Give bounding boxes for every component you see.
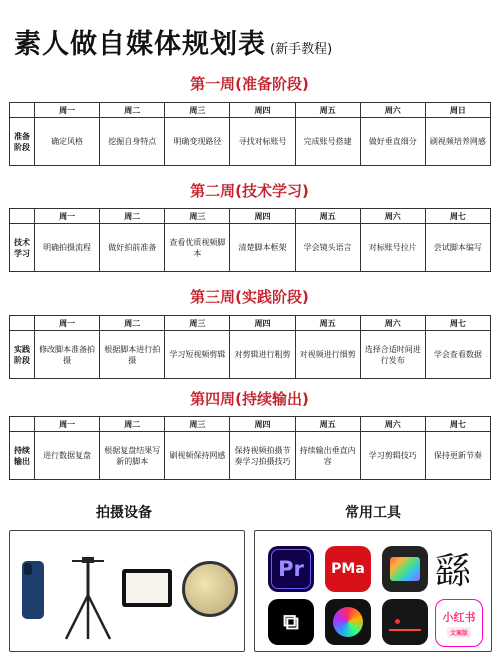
week-2-table xyxy=(9,208,491,272)
xhs-logo-text: 小红书 xyxy=(442,610,476,624)
smartphone-icon xyxy=(22,561,44,619)
day-header: 周五 xyxy=(295,316,360,331)
day-header: 周四 xyxy=(230,417,295,432)
day-header: 周六 xyxy=(360,417,425,432)
day-header: 周三 xyxy=(165,209,230,224)
day-header: 周七 xyxy=(425,417,490,432)
corner-cell xyxy=(10,103,35,118)
equipment-label: 拍摄设备 xyxy=(96,505,152,521)
task-cell: 选择合适时间进行发布 xyxy=(360,331,425,379)
task-cell: 做好垂直细分 xyxy=(360,118,425,166)
day-header: 周一 xyxy=(35,417,100,432)
day-header: 周三 xyxy=(165,103,230,118)
tools-label: 常用工具 xyxy=(345,505,401,521)
day-header: 周二 xyxy=(100,209,165,224)
day-header: 周四 xyxy=(230,209,295,224)
task-cell: 清楚脚本框架 xyxy=(230,224,295,272)
task-cell: 学会镜头语言 xyxy=(295,224,360,272)
week-1-task-row xyxy=(10,118,491,166)
calligraphy-logo-icon: 繇 xyxy=(435,551,472,592)
task-cell: 进行数据复盘 xyxy=(35,432,100,480)
task-cell: 确定风格 xyxy=(35,118,100,166)
week-4-header-row xyxy=(10,417,491,432)
task-cell: 保持视频拍摄节奏学习拍摄技巧 xyxy=(230,432,295,480)
day-header: 周七 xyxy=(425,316,490,331)
task-cell: 学会查看数据 xyxy=(425,331,490,379)
corner-cell xyxy=(10,417,35,432)
task-cell: 根据复盘结果写新的脚本 xyxy=(100,432,165,480)
day-header: 周三 xyxy=(165,316,230,331)
xiaohongshu-app-icon xyxy=(435,599,483,647)
day-header: 周五 xyxy=(295,417,360,432)
row-label: 持续输出 xyxy=(10,432,35,480)
day-header: 周一 xyxy=(35,316,100,331)
led-light-icon xyxy=(122,569,172,607)
week-2-task-row xyxy=(10,224,491,272)
task-cell: 明确拍摄流程 xyxy=(35,224,100,272)
task-cell: 刷视频培养网感 xyxy=(425,118,490,166)
day-header: 周二 xyxy=(100,316,165,331)
capcut-app-icon: ⧉ xyxy=(268,599,314,645)
day-header: 周七 xyxy=(425,209,490,224)
task-cell: 做好拍前准备 xyxy=(100,224,165,272)
reflector-icon xyxy=(182,561,238,617)
task-cell: 对标账号拉片 xyxy=(360,224,425,272)
day-header: 周二 xyxy=(100,103,165,118)
page-title-main: 素人做自媒体规划表 xyxy=(14,29,266,60)
row-label: 技术学习 xyxy=(10,224,35,272)
page-subtitle: (新手教程) xyxy=(270,42,333,57)
day-header: 周四 xyxy=(230,316,295,331)
tripod-icon xyxy=(58,555,118,640)
week-3-table xyxy=(9,315,491,379)
day-header: 周六 xyxy=(360,103,425,118)
rec-dot xyxy=(395,619,400,624)
week-3-title: 第三周(实践阶段) xyxy=(190,288,309,306)
tools-box xyxy=(254,530,492,652)
pm-app-icon: PMa xyxy=(325,546,371,592)
week-2-header-row xyxy=(10,209,491,224)
day-header: 周五 xyxy=(295,209,360,224)
day-header: 周一 xyxy=(35,209,100,224)
task-cell: 明确变现路径 xyxy=(165,118,230,166)
day-header: 周五 xyxy=(295,103,360,118)
waveform-icon xyxy=(389,613,421,631)
day-header: 周三 xyxy=(165,417,230,432)
task-cell: 挖掘自身特点 xyxy=(100,118,165,166)
week-1-title: 第一周(准备阶段) xyxy=(190,75,309,93)
day-header: 周一 xyxy=(35,103,100,118)
week-2-title: 第二周(技术学习) xyxy=(190,182,309,200)
week-1-table xyxy=(9,102,491,166)
day-header: 周六 xyxy=(360,316,425,331)
task-cell: 根据脚本进行拍摄 xyxy=(100,331,165,379)
week-4-table xyxy=(9,416,491,480)
task-cell: 寻找对标账号 xyxy=(230,118,295,166)
task-cell: 完成账号搭建 xyxy=(295,118,360,166)
task-cell: 持续输出垂直内容 xyxy=(295,432,360,480)
final-cut-app-icon xyxy=(382,546,428,592)
task-cell: 尝试脚本编写 xyxy=(425,224,490,272)
week-1-header-row xyxy=(10,103,491,118)
corner-cell xyxy=(10,316,35,331)
clapper-icon xyxy=(390,557,420,581)
task-cell: 对视频进行细剪 xyxy=(295,331,360,379)
task-cell: 保持更新节奏 xyxy=(425,432,490,480)
week-4-title: 第四周(持续输出) xyxy=(190,390,309,408)
week-3-task-row xyxy=(10,331,491,379)
corner-cell xyxy=(10,209,35,224)
task-cell: 修改脚本准备拍摄 xyxy=(35,331,100,379)
day-header: 周四 xyxy=(230,103,295,118)
task-cell: 刷视频保持网感 xyxy=(165,432,230,480)
week-3-header-row xyxy=(10,316,491,331)
row-label: 准备阶段 xyxy=(10,118,35,166)
page-title xyxy=(14,22,332,61)
task-cell: 对剪辑进行粗剪 xyxy=(230,331,295,379)
week-4-task-row xyxy=(10,432,491,480)
day-header: 周日 xyxy=(425,103,490,118)
swirl-shape xyxy=(333,607,363,637)
day-header: 周二 xyxy=(100,417,165,432)
task-cell: 学习剪辑技巧 xyxy=(360,432,425,480)
swirl-app-icon xyxy=(325,599,371,645)
row-label: 实践阶段 xyxy=(10,331,35,379)
task-cell: 查看优质视频脚本 xyxy=(165,224,230,272)
equipment-box xyxy=(9,530,245,652)
xhs-tag: 文案版 xyxy=(447,627,471,638)
day-header: 周六 xyxy=(360,209,425,224)
premiere-app-icon: Pr xyxy=(268,546,314,592)
task-cell: 学习短视频剪辑 xyxy=(165,331,230,379)
audio-recorder-app-icon xyxy=(382,599,428,645)
